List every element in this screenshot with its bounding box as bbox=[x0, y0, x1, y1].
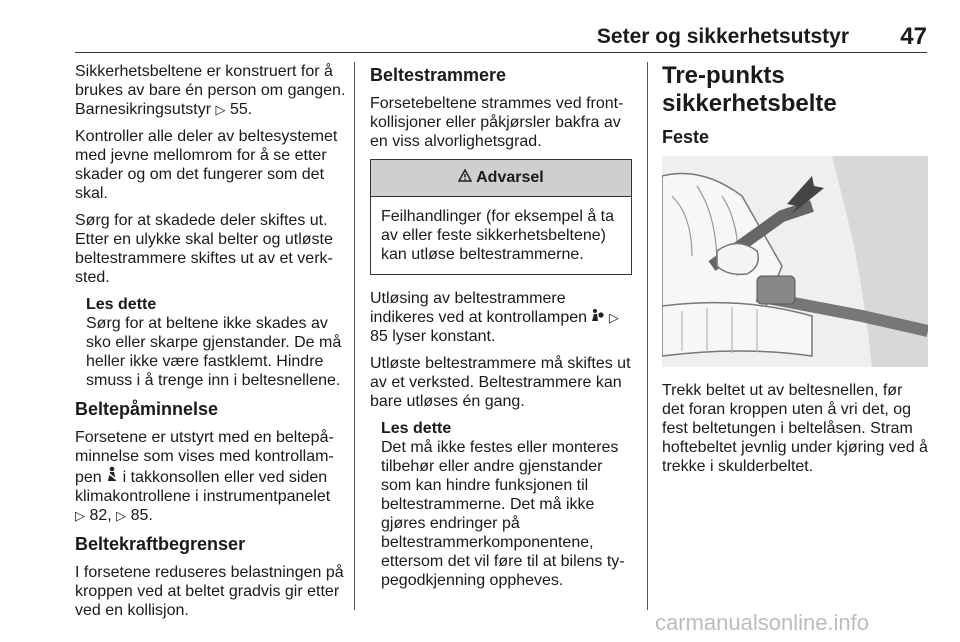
column-3 bbox=[662, 62, 928, 484]
warning-header: Advarsel bbox=[371, 160, 631, 197]
paragraph: Kontroller alle deler av beltesystemet med jevne mellomrom for å se etter skader og om det fungerer som det skal. bbox=[75, 128, 338, 202]
page-number: 47 bbox=[900, 23, 927, 50]
paragraph: Trekk beltet ut av beltesnellen, før det foran kroppen uten å vri det, og fest beltetungen i beltelåsen. Stram hoftebeltet jevnlig under kjøring ved å trekke i skulderbeltet. bbox=[662, 382, 928, 475]
paragraph: Forsetebeltene strammes ved frontkollisjoner eller påkjørsler bakfra av en viss alvorlighetsgrad. bbox=[370, 95, 624, 150]
note-text: Det må ikke festes eller monteres tilbehør eller andre gjenstander som kan hindre funksjonen til beltestrammerne. Det må ikke gjøres endringer på beltestrammerkomponentene, ettersom det vil føre til at bilens typegodkjenning oppheves. bbox=[381, 439, 625, 589]
note-title: Les dette bbox=[381, 420, 452, 437]
seatbelt-illustration bbox=[662, 156, 928, 367]
warning-box bbox=[370, 159, 632, 275]
paragraph: Utløste beltestrammere må skiftes ut av et verksted. Beltestrammere kan bare utløses én gang. bbox=[370, 355, 631, 410]
seatbelt-reminder-icon bbox=[106, 466, 118, 487]
section-heading: Beltestrammere bbox=[370, 65, 507, 85]
paragraph: Forsetene er utstyrt med en beltepåminnelse som vises med kontrollampen i takkonsollen eller ved siden klimakontrollene i instrumentpanelet ▷ 82, ▷ 85. bbox=[75, 429, 334, 524]
note-box bbox=[370, 419, 632, 590]
column-divider bbox=[647, 62, 648, 610]
ref-arrow-icon: ▷ bbox=[608, 310, 619, 325]
warning-text: Feilhandlinger (for eksempel å ta av eller feste sikkerhetsbeltene) kan utløse beltestrammerne. bbox=[381, 208, 615, 263]
page-header bbox=[75, 18, 927, 53]
note-box bbox=[75, 295, 347, 390]
ref-arrow-icon: ▷ bbox=[116, 508, 127, 523]
watermark: carmanualsonline.info bbox=[655, 610, 870, 635]
column-1 bbox=[75, 62, 347, 628]
pretensioner-lamp-icon bbox=[591, 308, 604, 327]
note-title: Les dette bbox=[86, 296, 157, 313]
chapter-title: Seter og sikkerhetsutstyr bbox=[596, 25, 849, 48]
ref-arrow-icon: ▷ bbox=[215, 102, 226, 117]
section-heading: Beltekraftbegrenser bbox=[75, 534, 246, 554]
note-text: Sørg for at beltene ikke skades av sko eller skarpe gjenstander. De må heller ikke være fastklemt. Hindre smuss i å trenge inn i beltesnellene. bbox=[86, 315, 342, 389]
warning-triangle-icon bbox=[458, 160, 472, 196]
paragraph: Sikkerhetsbeltene er konstruert for å brukes av bare én person om gangen. Barnesikringsutstyr ▷ 55. bbox=[75, 63, 346, 118]
column-divider bbox=[354, 62, 355, 610]
paragraph: Sørg for at skadede deler skiftes ut. Etter en ulykke skal belter og utløste beltestrammere skiftes ut av et verksted. bbox=[75, 212, 333, 286]
column-2 bbox=[370, 62, 632, 600]
paragraph: Utløsing av beltestrammere indikeres ved at kontrollampen ▷ 85 lyser konstant. bbox=[370, 290, 619, 345]
section-title: Tre-punkts sikkerhetsbelte bbox=[662, 62, 837, 117]
ref-arrow-icon: ▷ bbox=[75, 508, 85, 523]
section-heading: Beltepåminnelse bbox=[75, 399, 219, 419]
paragraph: I forsetene reduseres belastningen på kroppen ved at beltet gradvis gir etter ved en kollisjon. bbox=[75, 564, 344, 619]
subsection-heading: Feste bbox=[662, 127, 710, 147]
